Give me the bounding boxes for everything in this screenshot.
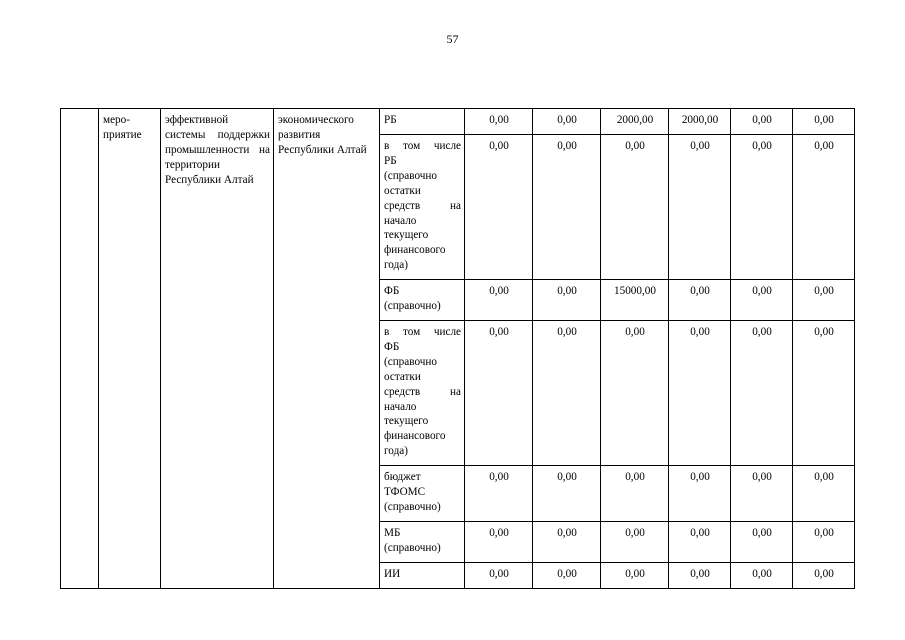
funding-source-line: ИИ [384, 568, 401, 580]
amount-cell: 0,00 [793, 466, 855, 522]
measure-name-cell: эффективной системы поддержки промышленности на территории Республики Алтай [161, 109, 274, 589]
funding-source-cell [380, 563, 465, 589]
amount-cell: 0,00 [669, 563, 731, 589]
funding-source-line: остатки [384, 184, 421, 197]
funding-source-line: (справочно) [384, 500, 441, 513]
funding-source-line: финансового [384, 430, 446, 443]
funding-source-cell [380, 135, 465, 280]
amount-cell: 0,00 [731, 109, 793, 135]
amount-cell: 0,00 [601, 522, 669, 563]
amount-cell: 0,00 [793, 109, 855, 135]
amount-cell: 0,00 [533, 563, 601, 589]
amount-cell: 0,00 [793, 321, 855, 466]
amount-cell: 0,00 [731, 563, 793, 589]
amount-cell: 0,00 [731, 280, 793, 321]
funding-source-line: остатки [384, 370, 421, 383]
funding-source-cell [380, 109, 465, 135]
funding-source-line: года) [384, 259, 408, 272]
amount-cell: 0,00 [731, 466, 793, 522]
funding-source-line: начало [384, 400, 417, 413]
amount-cell: 0,00 [601, 466, 669, 522]
funding-source-line: текущего [384, 415, 429, 428]
funding-source-line: РБ [384, 114, 397, 126]
amount-cell: 0,00 [601, 563, 669, 589]
amount-cell: 0,00 [465, 280, 533, 321]
amount-cell: 0,00 [793, 563, 855, 589]
funding-source-line: РБ [384, 154, 397, 167]
funding-source-line: в том числе [384, 140, 461, 152]
amount-cell: 0,00 [669, 280, 731, 321]
amount-cell: 0,00 [731, 135, 793, 280]
funding-source-line: МБ [384, 527, 401, 539]
amount-cell: 0,00 [533, 466, 601, 522]
table-body [61, 109, 855, 589]
amount-cell: 0,00 [669, 522, 731, 563]
measure-type-cell: меро-приятие [99, 109, 161, 589]
funding-source-line: в том числе [384, 326, 461, 338]
funding-source-line: года) [384, 445, 408, 458]
amount-cell: 0,00 [601, 321, 669, 466]
amount-cell: 2000,00 [601, 109, 669, 135]
amount-cell: 0,00 [731, 522, 793, 563]
amount-cell: 0,00 [731, 321, 793, 466]
funding-source-line: (справочно) [384, 299, 441, 312]
amount-cell: 0,00 [465, 109, 533, 135]
table-row [61, 109, 855, 135]
amount-cell: 0,00 [669, 135, 731, 280]
amount-cell: 0,00 [669, 466, 731, 522]
funding-source-line: (справочно [384, 355, 437, 368]
funding-source-line: средств на [384, 385, 461, 398]
funding-source-cell [380, 522, 465, 563]
amount-cell: 0,00 [533, 135, 601, 280]
budget-table [60, 108, 855, 589]
funding-source-line: начало [384, 214, 417, 227]
amount-cell: 2000,00 [669, 109, 731, 135]
funding-source-line: финансового [384, 244, 446, 257]
funding-source-line: ФБ [384, 285, 400, 297]
amount-cell: 15000,00 [601, 280, 669, 321]
funding-source-cell [380, 466, 465, 522]
amount-cell: 0,00 [601, 135, 669, 280]
amount-cell: 0,00 [465, 135, 533, 280]
funding-source-line: бюджет [384, 471, 421, 483]
funding-source-line: (справочно) [384, 541, 441, 554]
page-number: 57 [446, 32, 459, 46]
amount-cell: 0,00 [793, 135, 855, 280]
amount-cell: 0,00 [669, 321, 731, 466]
funding-source-line: ТФОМС [384, 485, 426, 498]
amount-cell: 0,00 [793, 522, 855, 563]
funding-source-line: текущего [384, 229, 429, 242]
responsible-executor-cell: экономического развития Республики Алтай [274, 109, 380, 589]
funding-source-line: средств на [384, 199, 461, 212]
amount-cell: 0,00 [465, 522, 533, 563]
funding-source-line: (справочно [384, 169, 437, 182]
amount-cell: 0,00 [465, 466, 533, 522]
funding-source-cell [380, 321, 465, 466]
amount-cell: 0,00 [533, 109, 601, 135]
funding-source-cell [380, 280, 465, 321]
amount-cell: 0,00 [533, 280, 601, 321]
empty-index-cell [61, 109, 99, 589]
amount-cell: 0,00 [533, 522, 601, 563]
amount-cell: 0,00 [465, 321, 533, 466]
funding-source-line: ФБ [384, 340, 400, 353]
amount-cell: 0,00 [793, 280, 855, 321]
amount-cell: 0,00 [465, 563, 533, 589]
amount-cell: 0,00 [533, 321, 601, 466]
